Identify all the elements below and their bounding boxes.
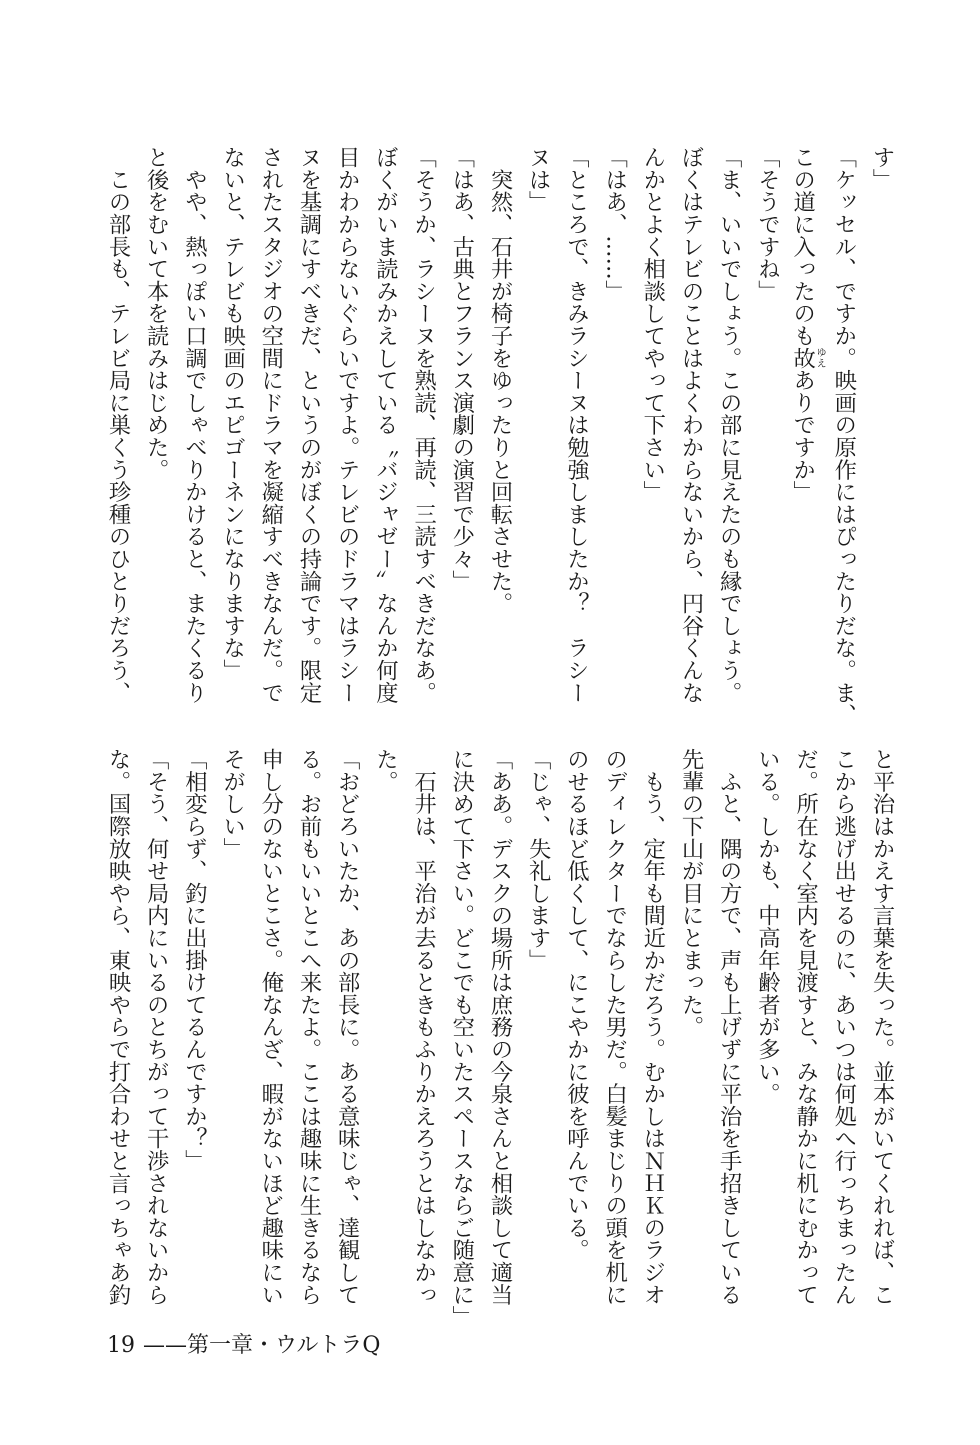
text-column: 突然、石井が椅子をゆったりと回転させた。	[487, 146, 513, 615]
text-column: されたスタジオの空間にドラマを凝縮すべきなんだ。で	[257, 146, 284, 704]
text-column: 「じゃ、失礼します」	[525, 748, 552, 971]
running-head: ——第一章・ウルトラQ	[143, 1333, 381, 1358]
text-column: 「ま、いいでしょう。この部に見えたのも縁でしょう。	[716, 146, 743, 704]
text-column: ぼくがいま読みかえしている〝バジャゼー〟なんか何度	[372, 146, 399, 704]
bottom-text-block	[0, 748, 980, 1328]
text-column: る。お前もいいとこへ来たよ。ここは趣味に生きるなら	[296, 748, 322, 1306]
text-column: ヌを基調にすべきだ、というのがぼくの持論です。限定	[296, 146, 322, 704]
top-text-block	[0, 146, 980, 736]
ruby-annotation	[789, 346, 826, 370]
text-column: んかとよく相談してやって下さい」	[639, 146, 666, 503]
text-column: ヌは」	[525, 146, 552, 213]
page-number: 19	[107, 1333, 135, 1358]
text-column: に決めて下さい。どこでも空いたスペースならご随意に」	[448, 748, 475, 1328]
text-column: ないと、テレビも映画のエピゴーネンになりますな」	[219, 146, 246, 682]
text-segment: ありですか」	[789, 369, 816, 503]
text-column: 「おどろいたか、あの部長に。ある意味じゃ、達観して	[334, 748, 361, 1306]
text-column: 「ところで、きみラシーヌは勉強しましたか？ ラシー	[563, 146, 590, 704]
text-column: もう、定年も間近かだろう。むかしはＮＨＫのラジオ	[639, 748, 666, 1306]
text-column: 申し分のないとこさ。俺なんざ、暇がないほど趣味にい	[257, 748, 284, 1306]
text-column: 「はあ、……」	[601, 146, 628, 303]
text-column: 「そうか、ラシーヌを熟読、再読、三読すべきだなあ。	[410, 146, 437, 704]
text-column: と平治はかえす言葉を失った。並本がいてくれれば、こ	[869, 748, 895, 1306]
text-segment: この道に入ったのも	[789, 146, 816, 347]
text-column: ぼくはテレビのことはよくわからないから、円谷くんな	[678, 146, 704, 704]
ruby-reading: ゆえ	[814, 346, 826, 370]
text-column: だ。所在なく室内を見渡すと、みな静かに机にむかって	[792, 748, 819, 1306]
text-column: と後をむいて本を読みはじめた。	[143, 146, 170, 481]
text-column: 「はあ、古典とフランス演劇の演習で少々」	[448, 146, 475, 592]
text-column: こから逃げ出せるのに、あいつは何処へ行っちまったん	[830, 748, 857, 1306]
text-column: ふと、隅の方で、声も上げずに平治を手招きしている	[716, 748, 743, 1306]
text-column: 「そう、何せ局内にいるのとちがって干渉されないから	[143, 748, 170, 1306]
text-column: やや、熱っぽい口調でしゃべりかけると、またくるり	[181, 146, 208, 704]
text-column: 「ああ。デスクの場所は庶務の今泉さんと相談して適当	[487, 748, 513, 1306]
text-column: 「相変らず、釣に出掛けてるんですか？」	[181, 748, 208, 1172]
ruby-base: 故	[789, 346, 816, 370]
text-column: この部長も、テレビ局に巣くう珍種のひとりだろう、	[105, 146, 131, 704]
text-column: のせるほど低くして、にこやかに彼を呼んでいる。	[563, 748, 590, 1261]
page-footer	[107, 1328, 380, 1359]
text-column: 「そうですね」	[754, 146, 781, 303]
text-column	[787, 146, 825, 503]
text-column: す」	[869, 146, 895, 191]
text-column: 「ケッセル、ですか。映画の原作にはぴったりだな。ま、	[830, 146, 857, 726]
text-column: た。	[372, 748, 399, 793]
text-column: そがしい」	[219, 748, 246, 860]
text-column: いる。しかも、中高年齢者が多い。	[754, 748, 781, 1105]
text-column: 先輩の下山が目にとまった。	[678, 748, 704, 1038]
text-column: 目かわからないぐらいですよ。テレビのドラマはラシー	[334, 146, 361, 704]
text-column: のディレクターでならした男だ。白髪まじりの頭を机に	[601, 748, 628, 1306]
text-column: な。国際放映やら、東映やらで打合わせと言っちゃあ釣	[105, 748, 131, 1306]
text-column: 石井は、平治が去るときもふりかえろうとはしなかっ	[410, 748, 437, 1306]
